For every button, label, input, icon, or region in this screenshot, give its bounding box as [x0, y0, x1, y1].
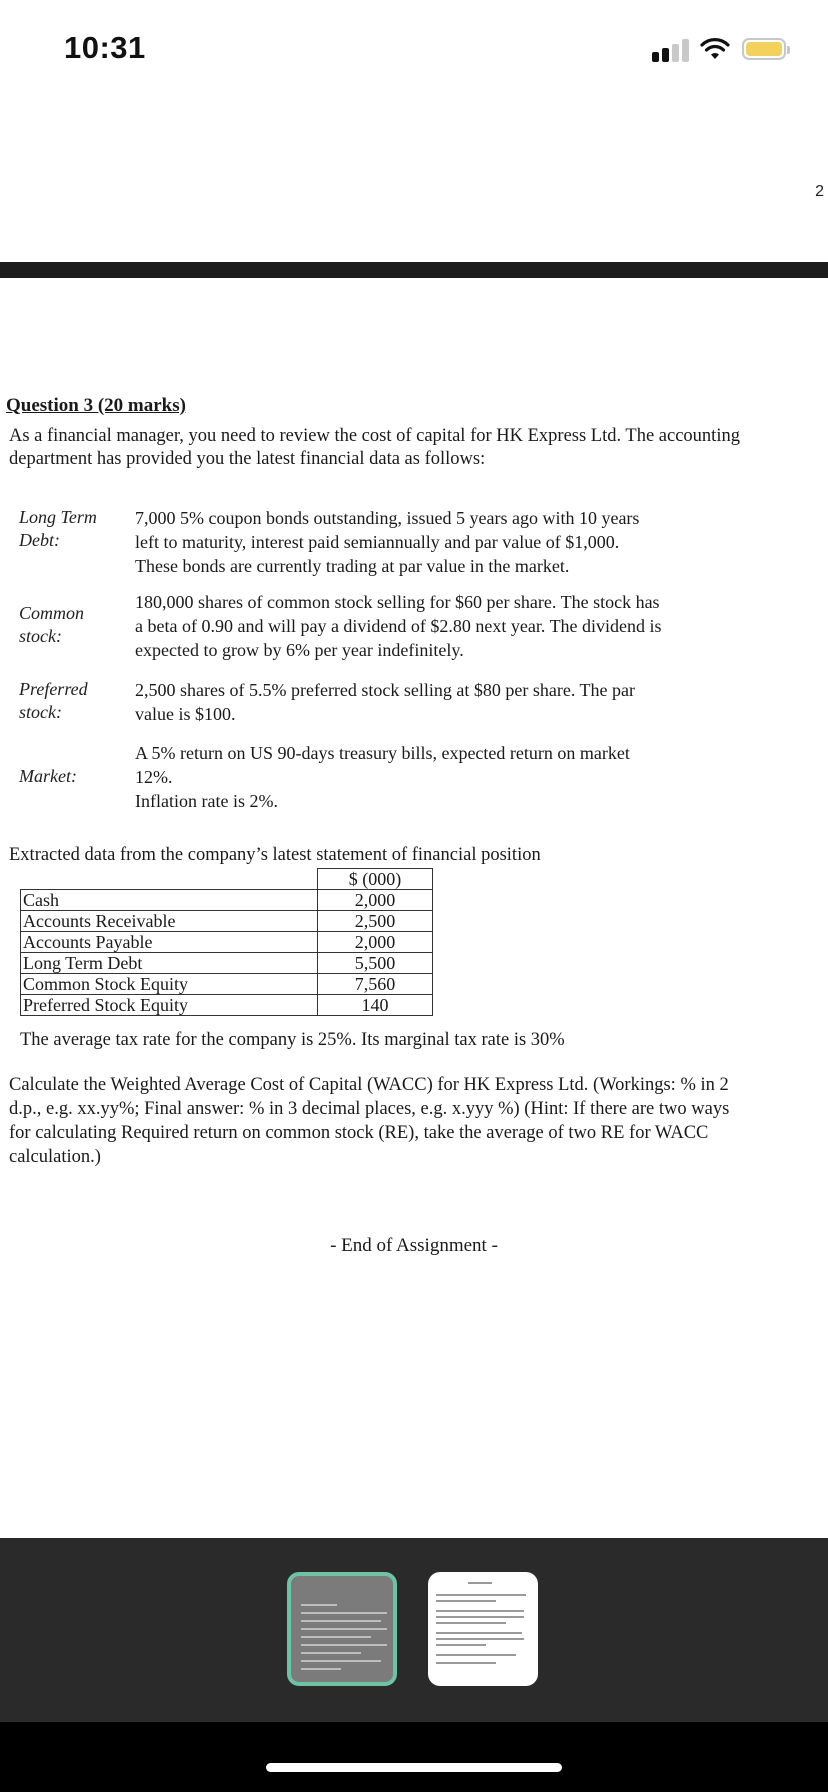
item-text-market: A 5% return on US 90-days treasury bills, expected return on market 12%. Inflation rate is 2%. [135, 743, 630, 811]
row-value: 140 [318, 995, 433, 1016]
table-row [21, 890, 433, 911]
table-row [21, 953, 433, 974]
page-divider [0, 262, 828, 278]
battery-icon [742, 38, 786, 60]
table-header-row [21, 869, 433, 890]
extracted-data-title: Extracted data from the company’s latest statement of financial position [9, 845, 541, 865]
question-intro: As a financial manager, you need to review the cost of capital for HK Express Ltd. The accounting department has provided you the latest financial data as follows: [9, 426, 740, 469]
table-header-cell: $ (000) [318, 869, 433, 890]
question-heading: Question 3 (20 marks) [6, 395, 186, 416]
row-label: Accounts Receivable [21, 911, 318, 932]
home-indicator[interactable] [266, 1763, 562, 1772]
item-text-common-stock: 180,000 shares of common stock selling for $60 per share. The stock has a beta of 0.90 and will pay a dividend of $2.80 next year. The dividend is expected to grow by 6% per year indefinitely. [135, 592, 662, 660]
end-of-assignment: - End of Assignment - [330, 1235, 498, 1256]
item-text-long-term-debt: 7,000 5% coupon bonds outstanding, issued 5 years ago with 10 years left to maturity, interest paid semiannually and par value of $1,000. These bonds are currently trading at par value in the market. [135, 508, 640, 576]
financial-position-table [20, 868, 433, 1016]
row-value: 2,500 [318, 911, 433, 932]
row-value: 5,500 [318, 953, 433, 974]
table-row [21, 932, 433, 953]
row-value: 7,560 [318, 974, 433, 995]
row-label: Preferred Stock Equity [21, 995, 318, 1016]
row-label: Cash [21, 890, 318, 911]
page-thumbnail-bar [0, 1538, 828, 1722]
status-time: 10:31 [64, 30, 146, 65]
page-2-thumbnail[interactable] [428, 1572, 538, 1686]
row-label: Common Stock Equity [21, 974, 318, 995]
row-value: 2,000 [318, 932, 433, 953]
table-row [21, 995, 433, 1016]
row-label: Long Term Debt [21, 953, 318, 974]
item-label-common-stock: Common stock: [19, 603, 85, 646]
item-label-preferred-stock: Preferred stock: [19, 679, 88, 722]
tax-rate-note: The average tax rate for the company is 25%. Its marginal tax rate is 30% [20, 1030, 565, 1050]
row-label: Accounts Payable [21, 932, 318, 953]
page-number: 2 [815, 183, 824, 200]
row-value: 2,000 [318, 890, 433, 911]
table-row [21, 911, 433, 932]
calculation-instructions: Calculate the Weighted Average Cost of Capital (WACC) for HK Express Ltd. (Workings: % in 2 d.p., e.g. xx.yy%; Final answer: % in 3 decimal places, e.g. x.yyy %) (Hint: If there are two ways for calculating Required return on common stock (RE), take the average of two RE for WACC calculation.) [9, 1075, 730, 1167]
home-area [0, 1722, 828, 1792]
page-1-thumbnail[interactable] [287, 1572, 397, 1686]
item-label-market: Market: [19, 766, 77, 786]
item-label-long-term-debt: Long Term Debt: [19, 507, 97, 550]
cellular-signal-icon [652, 38, 690, 62]
wifi-icon [700, 36, 730, 62]
item-text-preferred-stock: 2,500 shares of 5.5% preferred stock selling at $80 per share. The par value is $100. [135, 680, 636, 724]
table-row [21, 974, 433, 995]
